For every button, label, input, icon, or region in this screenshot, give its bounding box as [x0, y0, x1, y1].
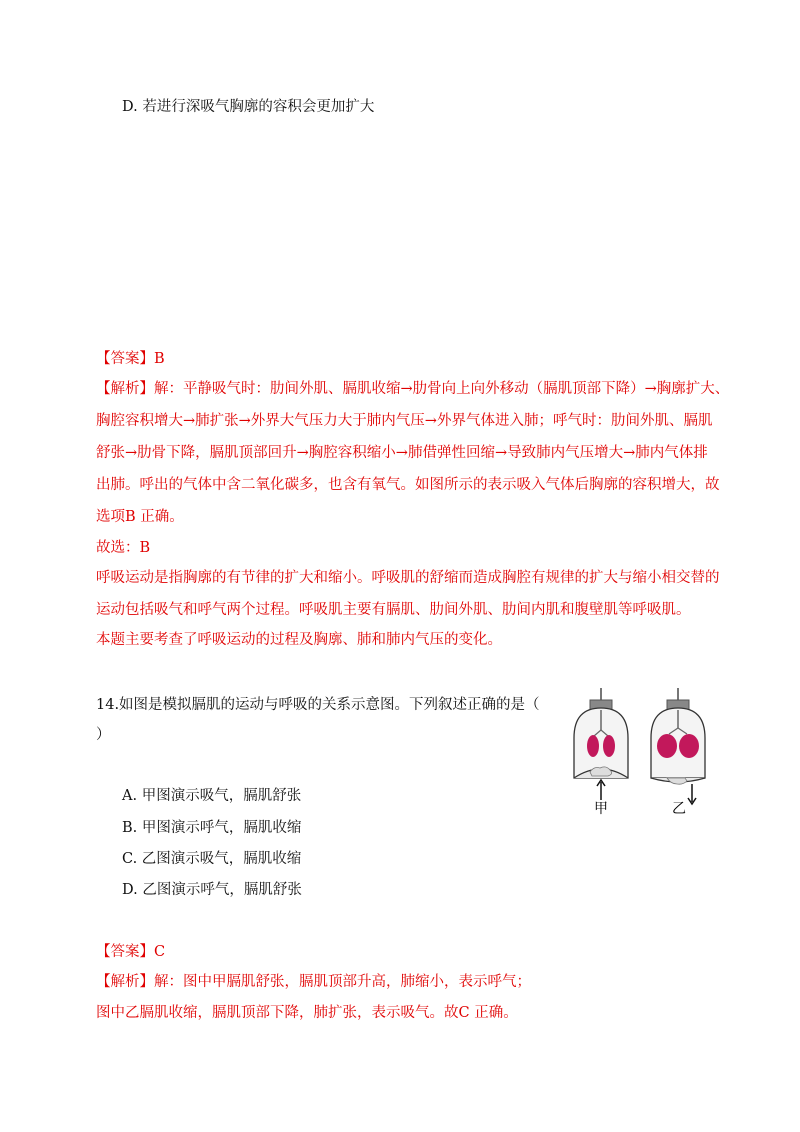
q14-stem-close: ）	[96, 727, 111, 743]
q13-note-line: 本题主要考查了呼吸运动的过程及胸廓、肺和肺内气压的变化。	[96, 632, 502, 648]
q14-stem: 14.如图是模拟膈肌的运动与呼吸的关系示意图。下列叙述正确的是（	[96, 697, 540, 713]
jar-jia	[574, 688, 628, 800]
q14-analysis-line: 【解析】解：图中甲膈肌舒张，膈肌顶部升高，肺缩小，表示呼气；	[96, 974, 531, 990]
prev-option-d: D. 若进行深吸气胸廓的容积会更加扩大	[122, 99, 375, 115]
q13-analysis-line: 【解析】解：平静吸气时：肋间外肌、膈肌收缩→肋骨向上向外移动（膈肌顶部下降）→胸廓扩大、	[96, 381, 730, 397]
jar-yi	[651, 688, 705, 804]
q13-conclusion: 故选：B	[96, 540, 151, 556]
q14-option-c: C. 乙图演示吸气，膈肌收缩	[122, 851, 302, 867]
q13-analysis-line: 舒张→肋骨下降，膈肌顶部回升→胸腔容积缩小→肺借弹性回缩→导致肺内气压增大→肺内气体排	[96, 445, 708, 461]
figure-label-yi: 乙	[672, 801, 686, 817]
q13-note-line: 呼吸运动是指胸廓的有节律的扩大和缩小。呼吸肌的舒缩而造成胸腔有规律的扩大与缩小相交替的	[96, 570, 720, 586]
diaphragm-model-figure	[568, 686, 728, 816]
q13-analysis-line: 胸腔容积增大→肺扩张→外界大气压力大于肺内气压→外界气体进入肺；呼气时：肋间外肌、膈肌	[96, 413, 713, 429]
q13-analysis-line: 选项B 正确。	[96, 509, 184, 525]
q14-option-a: A. 甲图演示吸气，膈肌舒张	[122, 788, 302, 804]
q13-analysis-line: 出肺。呼出的气体中含二氧化碳多，也含有氧气。如图所示的表示吸入气体后胸廓的容积增大，故	[96, 477, 720, 493]
q14-option-b: B. 甲图演示呼气，膈肌收缩	[122, 820, 302, 836]
q14-option-d: D. 乙图演示呼气，膈肌舒张	[122, 882, 302, 898]
q14-answer: 【答案】C	[96, 944, 166, 960]
q14-analysis-line: 图中乙膈肌收缩，膈肌顶部下降，肺扩张，表示吸气。故C 正确。	[96, 1005, 518, 1021]
q13-answer: 【答案】B	[96, 351, 165, 367]
q13-note-line: 运动包括吸气和呼气两个过程。呼吸肌主要有膈肌、肋间外肌、肋间内肌和腹壁肌等呼吸肌。	[96, 602, 691, 618]
figure-label-jia: 甲	[594, 801, 608, 817]
